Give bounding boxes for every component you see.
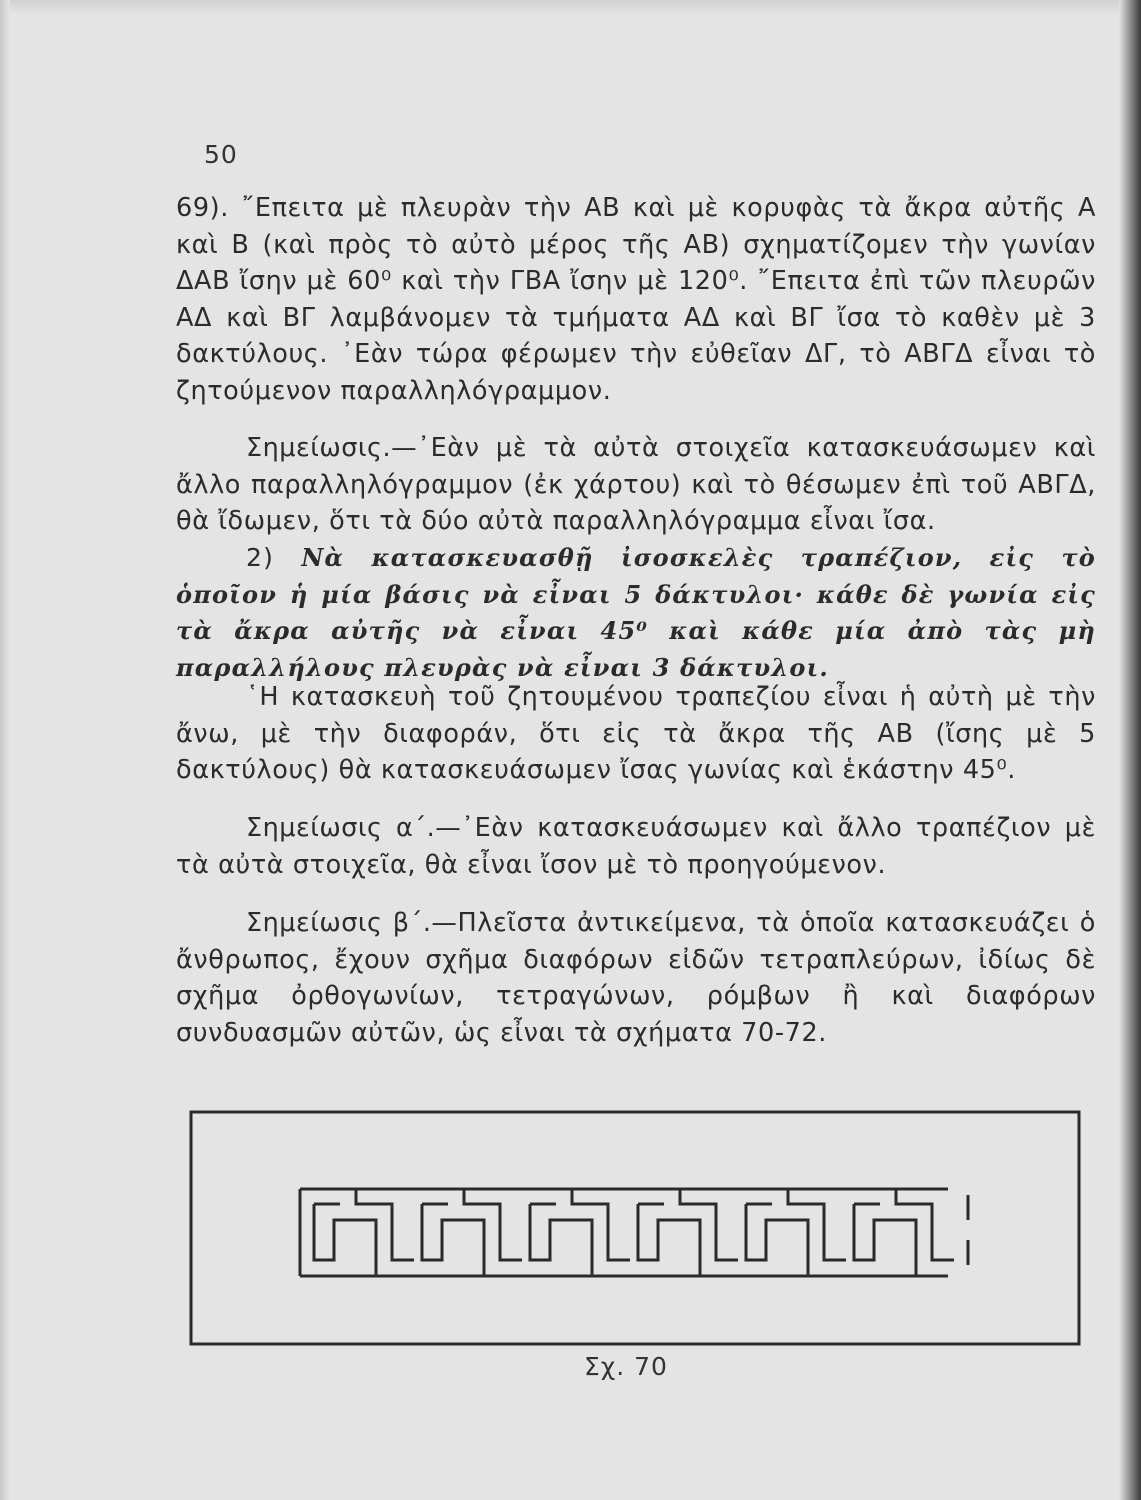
meander-unit-5: [746, 1189, 846, 1276]
meander-pattern: [300, 1189, 968, 1276]
page-edge-top: [0, 0, 1141, 14]
figure-frame: [191, 1112, 1079, 1344]
page-edge-left: [0, 0, 10, 1500]
meander-unit-6: [854, 1189, 954, 1276]
meander-unit-4: [638, 1189, 738, 1276]
note-a-heading: Σημείωσις α΄.: [246, 813, 436, 843]
figure-70-meander: [188, 1100, 1084, 1350]
paragraph-69: 69). ῎Επειτα μὲ πλευρὰν τὴν ΑΒ καὶ μὲ κορυφὰς τὰ ἄκρα αὐτῆς Α καὶ Β (καὶ πρὸς τὸ αὐτὸ μέρος τῆς ΑΒ) σχηματίζομεν τὴν γωνίαν ΔΑΒ ἴσην μὲ 60⁰ καὶ τὴν ΓΒΑ ἴσην μὲ 120⁰. ῎Επειτα ἐπὶ τῶν πλευρῶν ΑΔ καὶ ΒΓ λαμβάνομεν τὰ τμήματα ΑΔ καὶ ΒΓ ἴσα τὸ καθὲν μὲ 3 δακτύλους. ᾿Εὰν τώρα φέρωμεν τὴν εὐθεῖαν ΔΓ, τὸ ΑΒΓΔ εἶναι τὸ ζητούμενον παραλληλόγραμμον.: [176, 193, 1096, 406]
meander-unit-2: [422, 1189, 522, 1276]
note-1-body: —᾿Εὰν μὲ τὰ αὐτὰ στοιχεῖα κατασκευάσωμεν καὶ ἄλλο παραλληλόγραμμον (ἐκ χάρτου) καὶ τὸ θέσωμεν ἐπὶ τοῦ ΑΒΓΔ, θὰ ἴδωμεν, ὅτι τὰ δύο αὐτὰ παραλληλόγραμμα εἶναι ἴσα.: [176, 433, 1096, 536]
task-2: [176, 540, 1096, 686]
task-2-text: Νὰ κατασκευασθῇ ἰσοσκελὲς τραπέζιον, εἰς τὸ ὁποῖον ἡ μία βάσις νὰ εἶναι 5 δάκτυλοι· κάθε δὲ γωνία εἰς τὰ ἄκρα αὐτῆς νὰ εἶναι 45⁰ καὶ κάθε μία ἀπὸ τὰς μὴ παραλλήλους πλευρὰς νὰ εἶναι 3 δάκτυλοι.: [176, 543, 1096, 682]
figure-caption: Σχ. 70: [584, 1352, 668, 1381]
note-1: [176, 430, 1096, 540]
note-b: [176, 905, 1096, 1051]
meander-unit-3: [530, 1189, 630, 1276]
page-edge-right: [1119, 0, 1141, 1500]
note-b-heading: Σημείωσις β΄.: [246, 908, 432, 938]
note-a: [176, 810, 1096, 883]
page-number: 50: [204, 140, 238, 169]
task-2-number: 2): [246, 543, 275, 572]
meander-unit: [314, 1189, 414, 1276]
note-b-body: —Πλεῖστα ἀντικείμενα, τὰ ὁποῖα κατασκευάζει ὁ ἄνθρωπος, ἔχουν σχῆμα διαφόρων εἰδῶν τετραπλεύρων, ἰδίως δὲ σχῆμα ὀρθογωνίων, τετραγώνων, ρόμβων ἢ καὶ διαφόρων συνδυασμῶν αὐτῶν, ὡς εἶναι τὰ σχήματα 70-72.: [176, 908, 1096, 1048]
note-a-body: —᾿Εὰν κατασκευάσωμεν καὶ ἄλλο τραπέζιον μὲ τὰ αὐτὰ στοιχεῖα, θὰ εἶναι ἴσον μὲ τὸ προηγούμενον.: [176, 813, 1096, 880]
construction-paragraph: ῾Η κατασκευὴ τοῦ ζητουμένου τραπεζίου εἶναι ἡ αὐτὴ μὲ τὴν ἄνω, μὲ τὴν διαφοράν, ὅτι εἰς τὰ ἄκρα τῆς ΑΒ (ἴσης μὲ 5 δακτύλους) θὰ κατασκευάσωμεν ἴσας γωνίας καὶ ἑκάστην 45⁰.: [176, 682, 1096, 785]
note-1-heading: Σημείωσις.: [246, 433, 392, 463]
